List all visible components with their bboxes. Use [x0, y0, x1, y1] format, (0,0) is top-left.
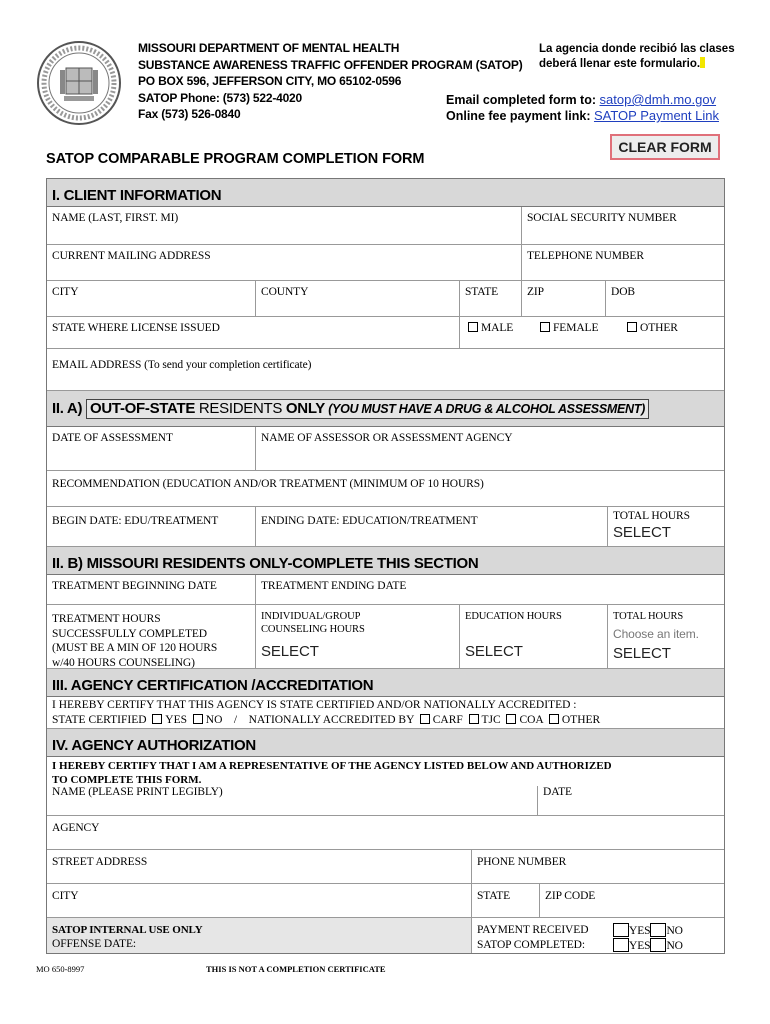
- header-line-program: SUBSTANCE AWARENESS TRAFFIC OFFENDER PROGRAM (SATOP): [138, 57, 523, 72]
- payment-status-field: [471, 918, 724, 953]
- row-address: [47, 245, 724, 281]
- state-certified-yes-checkbox[interactable]: [152, 714, 162, 724]
- begin-date-2a-field[interactable]: [47, 507, 255, 546]
- agency-phone-label: PHONE NUMBER: [477, 856, 567, 868]
- row-agency: [47, 816, 724, 850]
- end-date-2a-field[interactable]: [255, 507, 607, 546]
- assessment-date-label: DATE OF ASSESSMENT: [52, 432, 173, 444]
- state-certified-label: STATE CERTIFIED: [52, 714, 147, 726]
- completed-yes-label: YES: [629, 940, 651, 952]
- certification-options: [52, 713, 719, 728]
- total-hours-2b-label: TOTAL HOURS: [613, 611, 684, 622]
- agency-phone-field[interactable]: [471, 850, 724, 883]
- treatment-hours-line1: TREATMENT HOURS: [52, 613, 161, 625]
- nationally-accredited-label: NATIONALLY ACCREDITED BY: [248, 714, 414, 726]
- treatment-hours-line4: w/40 HOURS COUNSELING): [52, 656, 195, 669]
- row-treatment-hours: [47, 605, 724, 669]
- missouri-seal-icon: [36, 40, 122, 126]
- satop-completed-label: SATOP COMPLETED:: [477, 939, 585, 951]
- other-gender-checkbox[interactable]: [627, 322, 637, 332]
- clear-form-button[interactable]: CLEAR FORM: [610, 134, 720, 160]
- counseling-hours-select[interactable]: SELECT: [261, 643, 319, 660]
- row-rep-name: [47, 786, 724, 816]
- license-state-label: STATE WHERE LICENSE ISSUED: [52, 322, 220, 334]
- counseling-hours-label2: COUNSELING HOURS: [261, 623, 365, 635]
- female-label: FEMALE: [553, 322, 599, 334]
- auth-date-label: DATE: [543, 786, 572, 798]
- address-field[interactable]: [47, 245, 521, 280]
- ssn-label: SOCIAL SECURITY NUMBER: [527, 212, 677, 224]
- other-gender-label: OTHER: [640, 322, 678, 334]
- payment-yes-checkbox[interactable]: [613, 923, 629, 937]
- male-label: MALE: [481, 322, 514, 334]
- address-label: CURRENT MAILING ADDRESS: [52, 250, 211, 262]
- end-date-2a-label: ENDING DATE: EDUCATION/TREATMENT: [261, 515, 478, 527]
- row-dates-2a: [47, 507, 724, 547]
- dob-field[interactable]: [605, 281, 724, 316]
- agency-city-label: CITY: [52, 890, 79, 902]
- not-certificate-notice: THIS IS NOT A COMPLETION CERTIFICATE: [206, 964, 386, 974]
- header-line-department: MISSOURI DEPARTMENT OF MENTAL HEALTH: [138, 41, 400, 55]
- completed-yes-checkbox[interactable]: [613, 938, 629, 952]
- section-out-of-state: [47, 391, 724, 427]
- agency-city-field[interactable]: [47, 884, 471, 917]
- section-missouri-residents: II. B) MISSOURI RESIDENTS ONLY-COMPLETE THIS SECTION: [47, 547, 724, 575]
- treatment-end-field[interactable]: [255, 575, 724, 604]
- agency-state-label: STATE: [477, 890, 511, 902]
- form-table: [46, 178, 725, 954]
- zip-label: ZIP: [527, 286, 544, 298]
- form-title: SATOP COMPARABLE PROGRAM COMPLETION FORM: [46, 151, 425, 167]
- row-treatment-dates: [47, 575, 724, 605]
- city-label: CITY: [52, 286, 79, 298]
- agency-field[interactable]: [47, 816, 724, 849]
- treatment-end-label: TREATMENT ENDING DATE: [261, 580, 407, 592]
- row-agency-city: [47, 884, 724, 918]
- county-field[interactable]: [255, 281, 459, 316]
- telephone-label: TELEPHONE NUMBER: [527, 250, 644, 262]
- email-field[interactable]: [47, 349, 724, 390]
- email-link[interactable]: satop@dmh.mo.gov: [599, 92, 717, 107]
- separator-slash: /: [233, 714, 238, 726]
- coa-label: COA: [519, 714, 544, 726]
- sec2a-title-residents: RESIDENTS: [195, 400, 283, 417]
- authorization-statement: [47, 757, 724, 787]
- gender-group: [459, 317, 724, 348]
- payment-no-label: NO: [666, 925, 683, 937]
- section-agency-certification: III. AGENCY CERTIFICATION /ACCREDITATION: [47, 669, 724, 697]
- agency-zip-label: ZIP CODE: [545, 890, 596, 902]
- authorization-line1: I HEREBY CERTIFY THAT I AM A REPRESENTATIVE OF THE AGENCY LISTED BELOW AND AUTHORIZED: [52, 760, 612, 772]
- header-fax: Fax (573) 526-0840: [138, 107, 241, 121]
- begin-date-2a-label: BEGIN DATE: EDU/TREATMENT: [52, 515, 219, 527]
- assessor-label: NAME OF ASSESSOR OR ASSESSMENT AGENCY: [261, 432, 513, 444]
- submission-info: [446, 92, 719, 124]
- row-assessment: [47, 427, 724, 471]
- auth-date-field[interactable]: [537, 786, 724, 815]
- agency-label: AGENCY: [52, 822, 100, 834]
- assessment-date-field[interactable]: [47, 427, 255, 470]
- completed-no-label: NO: [666, 940, 683, 952]
- payment-yes-label: YES: [629, 925, 651, 937]
- state-certified-no-checkbox[interactable]: [193, 714, 203, 724]
- internal-use-label: SATOP INTERNAL USE ONLY: [52, 924, 203, 936]
- spanish-note: [539, 42, 735, 72]
- completed-no-checkbox[interactable]: [650, 938, 666, 952]
- city-field[interactable]: [47, 281, 255, 316]
- female-checkbox[interactable]: [540, 322, 550, 332]
- spanish-note-line1: La agencia donde recibió las clases: [539, 43, 735, 55]
- county-label: COUNTY: [261, 286, 309, 298]
- row-recommendation: [47, 471, 724, 507]
- state-certified-no-label: NO: [205, 714, 223, 726]
- coa-checkbox[interactable]: [506, 714, 516, 724]
- sec2a-title-outofstate: OUT-OF-STATE: [90, 400, 196, 417]
- internal-use-field: [47, 918, 471, 953]
- treatment-hours-field: [47, 605, 255, 668]
- total-hours-2b-select[interactable]: SELECT: [613, 644, 671, 662]
- street-field[interactable]: [47, 850, 471, 883]
- street-label: STREET ADDRESS: [52, 856, 148, 868]
- row-street: [47, 850, 724, 884]
- treatment-hours-line2: SUCCESSFULLY COMPLETED: [52, 627, 208, 640]
- section-client-information: I. CLIENT INFORMATION: [47, 179, 724, 207]
- zip-field[interactable]: [521, 281, 605, 316]
- rep-name-field[interactable]: [47, 786, 537, 815]
- form-number: MO 650-8997: [36, 964, 85, 974]
- email-label: Email completed form to:: [446, 93, 597, 107]
- row-internal-use: [47, 918, 724, 954]
- recommendation-label: RECOMMENDATION (EDUCATION AND/OR TREATMENT (MINIMUM OF 10 HOURS): [52, 478, 484, 490]
- row-name: [47, 207, 724, 245]
- counseling-hours-label1: INDIVIDUAL/GROUP: [261, 611, 361, 622]
- total-hours-2a-field: [607, 507, 724, 546]
- total-hours-2a-select[interactable]: SELECT: [613, 524, 671, 541]
- education-hours-field: [459, 605, 607, 668]
- total-hours-2b-placeholder[interactable]: Choose an item.: [613, 626, 699, 641]
- carf-label: CARF: [432, 714, 463, 726]
- authorization-line2: TO COMPLETE THIS FORM.: [52, 774, 202, 786]
- section-agency-authorization: IV. AGENCY AUTHORIZATION: [47, 729, 724, 757]
- email-address-label: EMAIL ADDRESS (To send your completion certificate): [52, 359, 312, 371]
- row-license: [47, 317, 724, 349]
- name-field[interactable]: [47, 207, 521, 244]
- counseling-hours-field: [255, 605, 459, 668]
- spanish-note-line2: deberá llenar este formulario.: [539, 58, 701, 70]
- recommendation-field[interactable]: [47, 471, 724, 506]
- other-accreditation-label: OTHER: [561, 714, 601, 726]
- header-phone: SATOP Phone: (573) 522-4020: [138, 90, 303, 105]
- agency-zip-field[interactable]: [539, 884, 724, 917]
- row-city: [47, 281, 724, 317]
- name-label: NAME (LAST, FIRST. MI): [52, 212, 179, 224]
- total-hours-2a-label: TOTAL HOURS: [613, 510, 690, 522]
- sec2a-title-number: II. A): [52, 400, 83, 417]
- certification-statement: I HEREBY CERTIFY THAT THIS AGENCY IS STATE CERTIFIED AND/OR NATIONALLY ACCREDITED :: [52, 699, 577, 711]
- ssn-field[interactable]: [521, 207, 724, 244]
- offense-date-label[interactable]: OFFENSE DATE:: [52, 938, 137, 950]
- treatment-begin-field[interactable]: [47, 575, 255, 604]
- rep-name-label: NAME (PLEASE PRINT LEGIBLY): [52, 786, 223, 798]
- row-email: [47, 349, 724, 391]
- other-accreditation-checkbox[interactable]: [549, 714, 559, 724]
- treatment-hours-line3: (MUST BE A MIN OF 120 HOURS: [52, 642, 218, 654]
- fee-label: Online fee payment link:: [446, 109, 591, 123]
- state-label: STATE: [465, 286, 499, 298]
- sec2a-title-note: (YOU MUST HAVE A DRUG & ALCOHOL ASSESSMENT): [325, 402, 645, 416]
- header-line-address: PO BOX 596, JEFFERSON CITY, MO 65102-0596: [138, 74, 402, 88]
- payment-no-checkbox[interactable]: [650, 923, 666, 937]
- license-state-field[interactable]: [47, 317, 459, 348]
- agency-state-field[interactable]: [471, 884, 539, 917]
- payment-received-label: PAYMENT RECEIVED: [477, 924, 589, 936]
- highlight-mark: [700, 57, 705, 68]
- total-hours-2b-field: [607, 605, 724, 668]
- assessor-field[interactable]: [255, 427, 724, 470]
- tjc-checkbox[interactable]: [469, 714, 479, 724]
- treatment-begin-label: TREATMENT BEGINNING DATE: [52, 580, 217, 592]
- tjc-label: TJC: [481, 714, 501, 726]
- education-hours-select[interactable]: SELECT: [465, 642, 523, 660]
- telephone-field[interactable]: [521, 245, 724, 280]
- carf-checkbox[interactable]: [420, 714, 430, 724]
- sec2a-title-only: ONLY: [282, 400, 326, 417]
- payment-link[interactable]: SATOP Payment Link: [593, 108, 719, 123]
- dob-label: DOB: [611, 286, 635, 298]
- male-checkbox[interactable]: [468, 322, 478, 332]
- state-certified-yes-label: YES: [165, 714, 188, 726]
- state-field[interactable]: [459, 281, 521, 316]
- row-certification: [47, 697, 724, 729]
- education-hours-label: EDUCATION HOURS: [465, 611, 562, 622]
